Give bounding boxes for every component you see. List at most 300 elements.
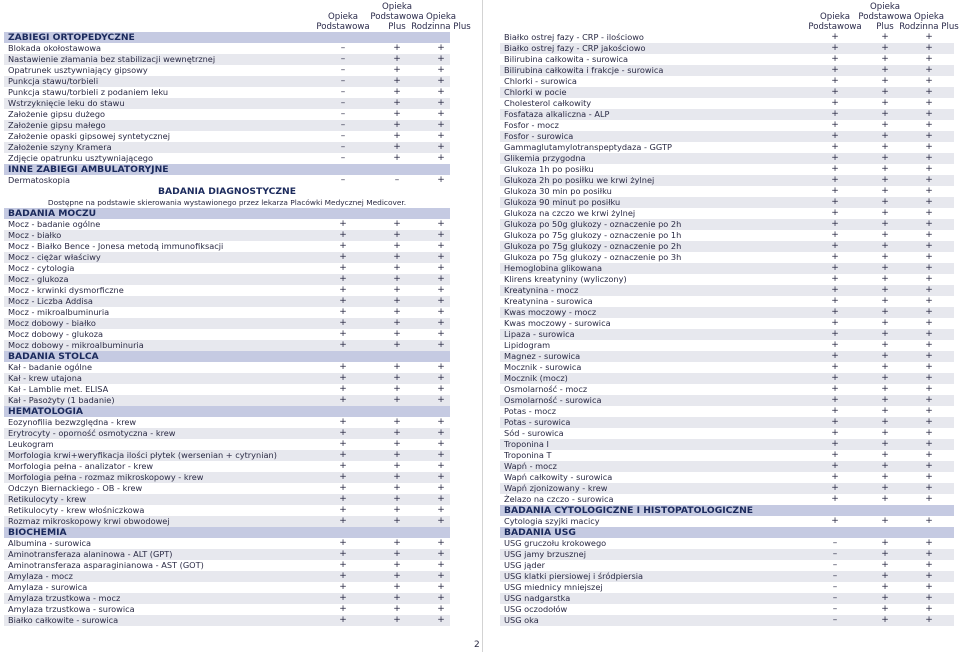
column-headers <box>4 0 471 32</box>
availability-mark-3: + <box>925 384 933 394</box>
table-row <box>4 142 450 153</box>
service-name: Troponina T <box>504 450 552 460</box>
column-headers <box>500 0 959 32</box>
table-row <box>4 494 450 505</box>
service-name: Mocz dobowy - glukoza <box>8 329 104 339</box>
availability-mark-2: + <box>881 417 889 427</box>
service-name: Rozmaz mikroskopowy krwi obwodowej <box>8 516 170 526</box>
table-row <box>500 428 954 439</box>
service-name: Glukoza 1h po posiłku <box>504 164 594 174</box>
availability-mark-3: + <box>437 230 445 240</box>
service-name: USG jamy brzusznej <box>504 549 586 559</box>
availability-mark-1: + <box>339 340 347 350</box>
availability-mark-3: + <box>925 120 933 130</box>
availability-mark-3: + <box>925 549 933 559</box>
availability-mark-2: + <box>881 109 889 119</box>
service-name: Osmolarność - surowica <box>504 395 602 405</box>
service-name: Mocz - cytologia <box>8 263 75 273</box>
service-name: Glukoza na czczo we krwi żylnej <box>504 208 636 218</box>
table-row <box>500 109 954 120</box>
availability-mark-1: + <box>339 593 347 603</box>
availability-mark-1: + <box>831 274 839 284</box>
availability-mark-3: + <box>437 428 445 438</box>
availability-mark-3: + <box>437 384 445 394</box>
availability-mark-1: – <box>832 560 838 570</box>
availability-mark-3: + <box>925 208 933 218</box>
availability-mark-3: + <box>437 461 445 471</box>
availability-mark-2: + <box>393 285 401 295</box>
service-name: Osmolarność - mocz <box>504 384 588 394</box>
table-row <box>500 131 954 142</box>
availability-mark-1: + <box>831 219 839 229</box>
service-name: Potas - mocz <box>504 406 557 416</box>
table-row <box>500 615 954 626</box>
service-name: Założenie szyny Kramera <box>8 142 112 152</box>
service-name: Cytologia szyjki macicy <box>504 516 600 526</box>
service-name: Kał - Pasożyty (1 badanie) <box>8 395 115 405</box>
availability-mark-1: + <box>831 461 839 471</box>
availability-mark-3: + <box>925 538 933 548</box>
availability-mark-2: + <box>393 593 401 603</box>
table-row <box>500 472 954 483</box>
table-row <box>4 593 450 604</box>
availability-mark-2: + <box>393 395 401 405</box>
availability-mark-2: + <box>393 362 401 372</box>
column-header-1: Opieka Podstawowa <box>316 12 370 32</box>
availability-mark-1: + <box>339 296 347 306</box>
availability-mark-2: + <box>393 131 401 141</box>
availability-mark-2: + <box>881 175 889 185</box>
availability-mark-3: + <box>437 516 445 526</box>
availability-mark-3: + <box>925 274 933 284</box>
availability-mark-1: + <box>831 32 839 42</box>
availability-mark-2: + <box>393 241 401 251</box>
section-title: BADANIA STOLCA <box>8 351 99 362</box>
availability-mark-2: + <box>393 516 401 526</box>
table-row <box>4 120 450 131</box>
table-row <box>500 54 954 65</box>
availability-mark-1: + <box>831 164 839 174</box>
availability-mark-3: + <box>437 494 445 504</box>
table-row <box>4 439 450 450</box>
availability-mark-3: + <box>925 219 933 229</box>
table-row <box>500 549 954 560</box>
availability-mark-2: + <box>881 197 889 207</box>
table-row <box>500 593 954 604</box>
table-row <box>500 329 954 340</box>
service-name: Białko ostrej fazy - CRP jakościowo <box>504 43 646 53</box>
table-row <box>4 505 450 516</box>
table-row <box>500 197 954 208</box>
availability-mark-1: + <box>831 450 839 460</box>
availability-mark-1: + <box>339 472 347 482</box>
availability-mark-2: + <box>881 439 889 449</box>
section-header-badania-stolca <box>4 351 450 362</box>
service-name: Retikulocyty - krew włośniczkowa <box>8 505 145 515</box>
service-name: Mocz - glukoza <box>8 274 69 284</box>
service-name: USG klatki piersiowej i śródpiersia <box>504 571 644 581</box>
section-title: BADANIA USG <box>504 527 576 538</box>
availability-mark-2: + <box>393 296 401 306</box>
availability-mark-2: + <box>881 538 889 548</box>
availability-mark-1: + <box>831 241 839 251</box>
table-row <box>500 274 954 285</box>
availability-mark-1: + <box>339 538 347 548</box>
section-header-zabiegi-ortopedyczne <box>4 32 450 43</box>
table-row <box>4 285 450 296</box>
availability-mark-3: + <box>925 109 933 119</box>
availability-mark-2: + <box>881 98 889 108</box>
availability-mark-2: + <box>393 252 401 262</box>
availability-mark-2: + <box>881 384 889 394</box>
availability-mark-1: + <box>831 516 839 526</box>
table-row <box>4 384 450 395</box>
column-header-2: Opieka Podstawowa Plus <box>370 2 424 32</box>
availability-mark-3: + <box>925 439 933 449</box>
table-row <box>500 164 954 175</box>
section-header-badania-cytologiczne-i-histopatologiczne <box>500 505 954 516</box>
availability-mark-2: + <box>881 395 889 405</box>
availability-mark-1: + <box>339 395 347 405</box>
section-heading-centered: BADANIA DIAGNOSTYCZNE <box>157 186 297 197</box>
availability-mark-1: – <box>832 538 838 548</box>
availability-mark-1: + <box>831 186 839 196</box>
availability-mark-3: + <box>437 505 445 515</box>
availability-mark-2: + <box>393 450 401 460</box>
availability-mark-1: – <box>340 120 346 130</box>
service-name: Bilirubina całkowita - surowica <box>504 54 629 64</box>
availability-mark-2: + <box>393 340 401 350</box>
table-row <box>4 615 450 626</box>
availability-mark-2: + <box>881 329 889 339</box>
availability-mark-2: + <box>881 43 889 53</box>
availability-mark-1: + <box>339 318 347 328</box>
availability-mark-1: + <box>831 439 839 449</box>
availability-mark-3: + <box>925 428 933 438</box>
table-row <box>4 131 450 142</box>
availability-mark-2: + <box>881 615 889 625</box>
availability-mark-3: + <box>925 54 933 64</box>
table-row <box>4 175 450 186</box>
availability-mark-3: + <box>925 32 933 42</box>
availability-mark-1: + <box>831 362 839 372</box>
availability-mark-2: + <box>881 32 889 42</box>
availability-mark-1: + <box>831 252 839 262</box>
availability-mark-2: + <box>393 318 401 328</box>
availability-mark-3: + <box>925 340 933 350</box>
availability-mark-1: + <box>339 362 347 372</box>
table-row <box>500 516 954 527</box>
availability-mark-2: + <box>393 582 401 592</box>
service-name: Lipidogram <box>504 340 551 350</box>
table-row <box>4 87 450 98</box>
availability-mark-3: + <box>925 461 933 471</box>
availability-mark-3: + <box>437 307 445 317</box>
table-row <box>4 318 450 329</box>
availability-mark-2: + <box>881 450 889 460</box>
service-name: Mocz - białko <box>8 230 62 240</box>
availability-mark-1: + <box>339 307 347 317</box>
table-row <box>500 142 954 153</box>
table-row <box>4 571 450 582</box>
availability-mark-3: + <box>437 109 445 119</box>
service-name: Nastawienie złamania bez stabilizacji wewnętrznej <box>8 54 216 64</box>
service-name: Amylaza trzustkowa - mocz <box>8 593 121 603</box>
service-name: Wapń - mocz <box>504 461 557 471</box>
service-name: Punkcja stawu/torbieli <box>8 76 99 86</box>
table-row <box>4 428 450 439</box>
table-row <box>500 450 954 461</box>
availability-mark-2: + <box>393 263 401 273</box>
availability-mark-3: + <box>925 560 933 570</box>
availability-mark-3: + <box>925 318 933 328</box>
service-name: Kreatynina - mocz <box>504 285 579 295</box>
service-name: Glukoza 90 minut po posiłku <box>504 197 621 207</box>
service-name: Dermatoskopia <box>8 175 70 185</box>
page-divider <box>482 0 483 652</box>
availability-mark-1: – <box>340 175 346 185</box>
table-row <box>500 98 954 109</box>
availability-mark-3: + <box>437 571 445 581</box>
service-name: Amylaza trzustkowa - surowica <box>8 604 135 614</box>
availability-mark-3: + <box>437 340 445 350</box>
availability-mark-3: + <box>925 307 933 317</box>
availability-mark-3: + <box>925 472 933 482</box>
table-row <box>500 32 954 43</box>
availability-mark-2: + <box>881 560 889 570</box>
section-header-badania-usg <box>500 527 954 538</box>
section-header-hematologia <box>4 406 450 417</box>
availability-mark-3: + <box>925 395 933 405</box>
section-title: BADANIA CYTOLOGICZNE I HISTOPATOLOGICZNE <box>504 505 754 516</box>
availability-mark-1: + <box>339 417 347 427</box>
availability-mark-2: + <box>393 615 401 625</box>
availability-mark-2: + <box>881 472 889 482</box>
availability-mark-3: + <box>437 274 445 284</box>
availability-mark-2: + <box>881 494 889 504</box>
availability-mark-2: + <box>881 87 889 97</box>
table-row <box>4 417 450 428</box>
availability-mark-2: + <box>393 549 401 559</box>
availability-mark-1: + <box>339 219 347 229</box>
availability-mark-1: + <box>831 296 839 306</box>
service-name: Glukoza po 50g glukozy - oznaczenie po 2h <box>504 219 682 229</box>
service-name: Mocz - ciężar właściwy <box>8 252 101 262</box>
availability-mark-3: + <box>437 131 445 141</box>
availability-mark-2: + <box>393 120 401 130</box>
service-name: Wstrzyknięcie leku do stawu <box>8 98 125 108</box>
availability-mark-3: + <box>925 582 933 592</box>
availability-mark-2: + <box>393 307 401 317</box>
table-row <box>4 549 450 560</box>
availability-mark-1: – <box>340 131 346 141</box>
availability-mark-1: + <box>339 241 347 251</box>
availability-mark-3: + <box>925 252 933 262</box>
availability-mark-1: + <box>831 373 839 383</box>
availability-mark-2: + <box>881 307 889 317</box>
column-header-2: Opieka Podstawowa Plus <box>858 2 912 32</box>
availability-mark-3: + <box>925 131 933 141</box>
availability-mark-1: + <box>831 197 839 207</box>
service-name: USG nadgarstka <box>504 593 571 603</box>
table-row <box>500 285 954 296</box>
availability-mark-2: + <box>881 65 889 75</box>
table-row <box>4 98 450 109</box>
availability-mark-2: + <box>393 76 401 86</box>
left-column <box>4 0 471 626</box>
availability-mark-2: + <box>881 54 889 64</box>
table-row <box>4 263 450 274</box>
availability-mark-3: + <box>925 87 933 97</box>
availability-mark-1: – <box>832 615 838 625</box>
availability-mark-3: + <box>437 593 445 603</box>
availability-mark-3: + <box>925 186 933 196</box>
availability-mark-1: + <box>831 395 839 405</box>
availability-mark-3: + <box>437 450 445 460</box>
service-name: Zdjęcie opatrunku usztywniającego <box>8 153 154 163</box>
service-name: Albumina - surowica <box>8 538 92 548</box>
table-row <box>4 538 450 549</box>
service-name: Eozynofilia bezwzględna - krew <box>8 417 137 427</box>
availability-mark-3: + <box>437 560 445 570</box>
availability-mark-3: + <box>925 351 933 361</box>
availability-mark-2: + <box>393 505 401 515</box>
availability-mark-3: + <box>437 362 445 372</box>
column-header-1: Opieka Podstawowa <box>808 12 862 32</box>
availability-mark-2: + <box>881 208 889 218</box>
availability-mark-2: + <box>881 76 889 86</box>
service-name: Kał - krew utajona <box>8 373 82 383</box>
availability-mark-2: + <box>881 571 889 581</box>
availability-mark-3: + <box>925 483 933 493</box>
table-row <box>500 406 954 417</box>
availability-mark-3: + <box>925 593 933 603</box>
column-header-3: Opieka Rodzinna Plus <box>411 12 471 32</box>
availability-mark-1: – <box>340 98 346 108</box>
availability-mark-2: + <box>393 329 401 339</box>
availability-mark-2: + <box>393 219 401 229</box>
table-row <box>500 252 954 263</box>
section-header-biochemia <box>4 527 450 538</box>
table-row <box>4 340 450 351</box>
availability-mark-1: + <box>339 604 347 614</box>
availability-mark-2: + <box>881 318 889 328</box>
service-name: Fosfor - surowica <box>504 131 574 141</box>
availability-mark-1: + <box>339 439 347 449</box>
availability-mark-3: + <box>925 615 933 625</box>
availability-mark-3: + <box>925 142 933 152</box>
availability-mark-1: + <box>831 307 839 317</box>
availability-mark-3: + <box>925 263 933 273</box>
table-row <box>4 582 450 593</box>
availability-mark-3: + <box>925 164 933 174</box>
service-name: Chlorki - surowica <box>504 76 577 86</box>
availability-mark-2: + <box>881 186 889 196</box>
service-name: Blokada okołostawowa <box>8 43 102 53</box>
section-title: INNE ZABIEGI AMBULATORYJNE <box>8 164 169 175</box>
availability-mark-3: + <box>925 450 933 460</box>
availability-mark-1: – <box>340 142 346 152</box>
availability-mark-1: + <box>339 494 347 504</box>
service-name: Wapń zjonizowany - krew <box>504 483 608 493</box>
availability-mark-2: + <box>881 230 889 240</box>
service-name: Kał - Lamblie met. ELISA <box>8 384 109 394</box>
table-row <box>4 604 450 615</box>
availability-mark-2: + <box>881 362 889 372</box>
section-title: ZABIEGI ORTOPEDYCZNE <box>8 32 135 43</box>
table-row <box>500 120 954 131</box>
availability-mark-3: + <box>437 582 445 592</box>
availability-mark-3: + <box>925 65 933 75</box>
service-name: Żelazo na czczo - surowica <box>504 494 614 504</box>
availability-mark-3: + <box>437 373 445 383</box>
availability-mark-2: + <box>393 153 401 163</box>
availability-mark-2: + <box>881 461 889 471</box>
availability-mark-2: + <box>881 428 889 438</box>
availability-mark-1: – <box>340 76 346 86</box>
availability-mark-3: + <box>925 516 933 526</box>
table-row <box>4 483 450 494</box>
availability-mark-2: + <box>393 87 401 97</box>
service-name: Założenie gipsu małego <box>8 120 106 130</box>
availability-mark-3: + <box>437 54 445 64</box>
service-name: Mocz dobowy - białko <box>8 318 96 328</box>
table-row <box>4 362 450 373</box>
service-name: Wapń całkowity - surowica <box>504 472 613 482</box>
availability-mark-3: + <box>925 285 933 295</box>
availability-mark-1: + <box>339 582 347 592</box>
service-name: Klirens kreatyniny (wyliczony) <box>504 274 627 284</box>
table-row <box>500 296 954 307</box>
availability-mark-2: + <box>393 109 401 119</box>
availability-mark-3: + <box>437 87 445 97</box>
availability-mark-3: + <box>437 263 445 273</box>
table-row <box>4 560 450 571</box>
availability-mark-3: + <box>437 43 445 53</box>
service-name: Założenie gipsu dużego <box>8 109 106 119</box>
service-name: Glukoza po 75g glukozy - oznaczenie po 3h <box>504 252 682 262</box>
table-row <box>4 329 450 340</box>
service-name: Mocz - krwinki dysmorficzne <box>8 285 124 295</box>
availability-mark-3: + <box>437 120 445 130</box>
table-row <box>500 560 954 571</box>
availability-mark-3: + <box>925 362 933 372</box>
table-row <box>500 65 954 76</box>
availability-mark-2: + <box>393 98 401 108</box>
availability-mark-1: + <box>831 472 839 482</box>
table-row <box>500 384 954 395</box>
table-row <box>500 208 954 219</box>
service-name: Erytrocyty - oporność osmotyczna - krew <box>8 428 176 438</box>
table-row <box>500 318 954 329</box>
availability-mark-1: + <box>831 263 839 273</box>
availability-mark-2: + <box>881 604 889 614</box>
table-row <box>4 230 450 241</box>
availability-mark-1: + <box>339 274 347 284</box>
availability-mark-1: + <box>831 417 839 427</box>
availability-mark-1: + <box>339 252 347 262</box>
availability-mark-1: + <box>831 340 839 350</box>
table-row <box>500 263 954 274</box>
service-name: Glukoza po 75g glukozy - oznaczenie po 1h <box>504 230 682 240</box>
section-header-badania-moczu <box>4 208 450 219</box>
service-name: Odczyn Biernackiego - OB - krew <box>8 483 143 493</box>
availability-mark-1: + <box>339 428 347 438</box>
availability-mark-1: + <box>339 549 347 559</box>
availability-mark-3: + <box>925 329 933 339</box>
table-row <box>4 450 450 461</box>
availability-mark-3: + <box>925 373 933 383</box>
